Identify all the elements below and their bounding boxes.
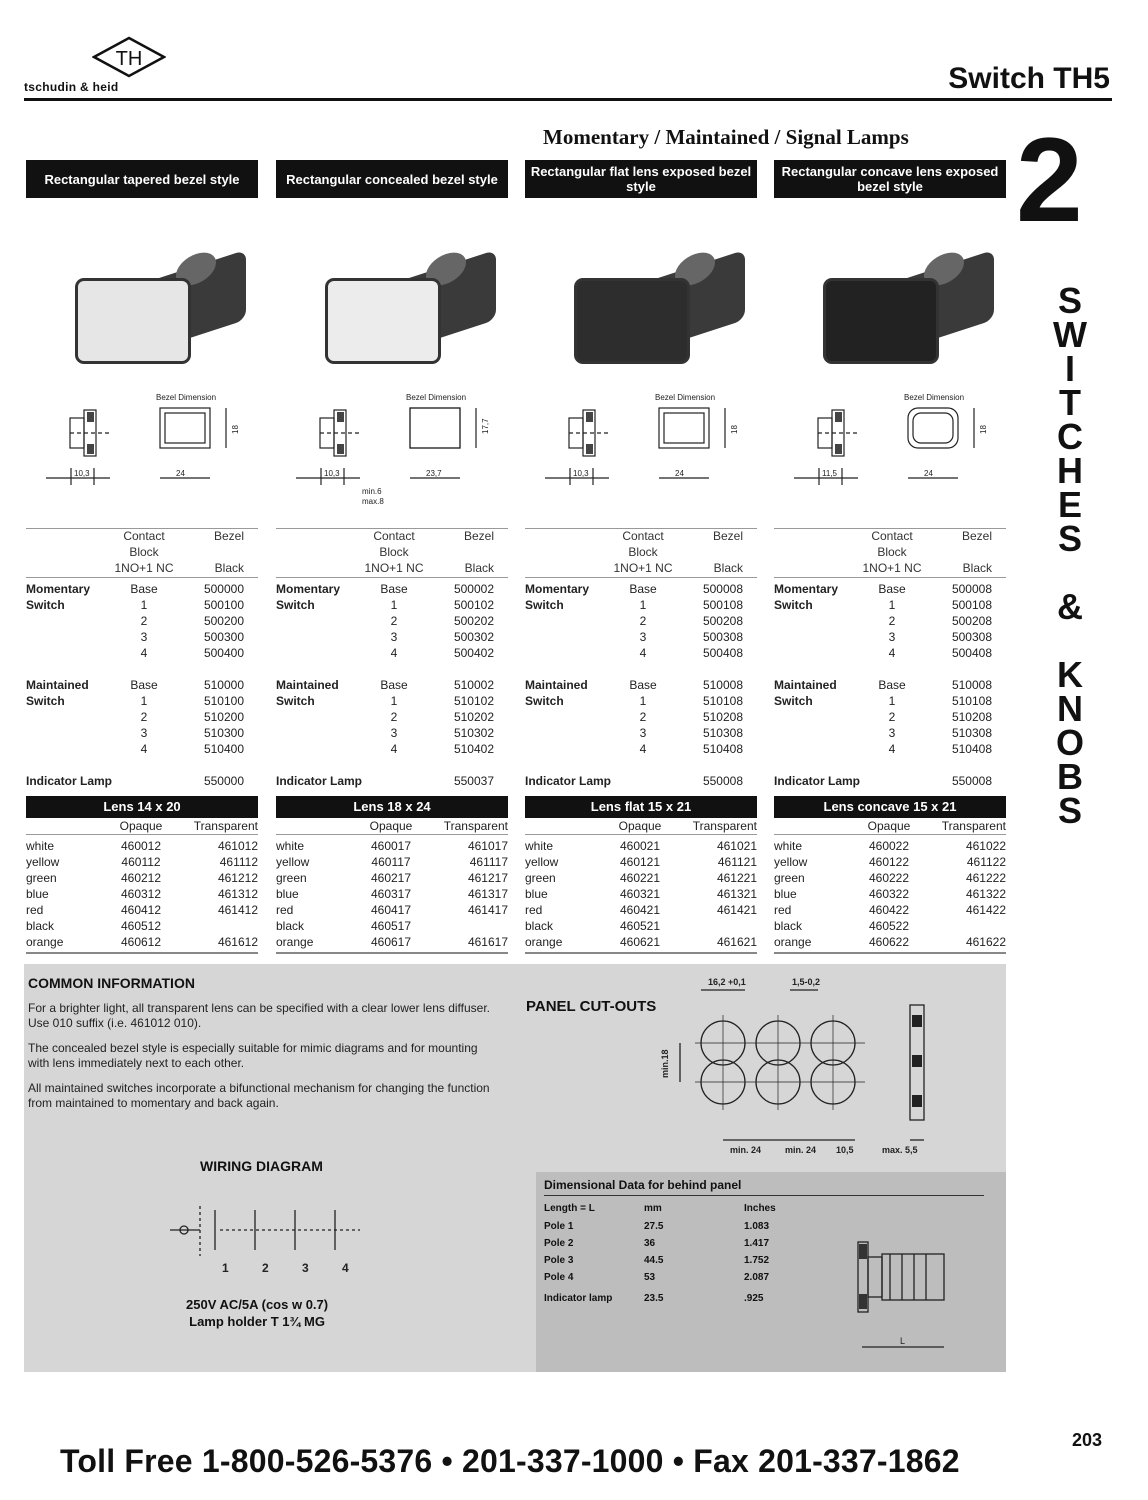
side-letter: S	[1057, 518, 1082, 559]
dim-depth: 10,3	[324, 469, 340, 478]
lens-row: red 460422 461422	[774, 903, 1006, 917]
maintained-row: 3 510300	[140, 726, 244, 740]
bezel-dimension-drawing	[26, 390, 258, 522]
lens-row: blue 460322 461322	[774, 887, 1006, 901]
side-letter: T	[1059, 382, 1081, 423]
momentary-row: 4 500408	[888, 646, 992, 660]
logo-mark: TH	[115, 48, 143, 70]
lens-row: green 460222 461222	[774, 871, 1006, 885]
logo-text: tschudin & heid	[24, 80, 119, 94]
lens-row: red 460421 461421	[525, 903, 757, 917]
section-subtitle: Momentary / Maintained / Signal Lamps	[543, 125, 909, 149]
maintained-row: 4 510400	[140, 742, 244, 756]
bezel-dimension-drawing	[276, 390, 508, 522]
lens-row: black 460521	[525, 919, 661, 933]
lens-row: yellow 460121 461121	[525, 855, 757, 869]
maintained-row: Maintained Base 510008	[774, 678, 992, 692]
momentary-row: Switch 1 500102	[276, 598, 494, 612]
lens-code-table: Opaque Transparent white 460021 461021 yellow 460121 461121 green 460221 461221 blue 460321 461321 red 460421 461421 black 460521 orange 460621 461621	[525, 819, 757, 949]
cutout-dim-d2: 1,5-0,2	[792, 977, 821, 987]
section-number: 2	[1016, 113, 1083, 247]
momentary-row: Switch 1 500108	[774, 598, 992, 612]
dim-depth: 10,3	[74, 469, 90, 478]
side-letter: B	[1057, 756, 1083, 797]
product-column	[774, 160, 1006, 954]
lens-row: blue 460317 461317	[276, 887, 508, 901]
lens-row: yellow 460122 461122	[774, 855, 1006, 869]
indicator-lamp-row: Indicator Lamp 550008	[525, 774, 743, 788]
momentary-row: 3 500308	[888, 630, 992, 644]
lens-row: blue 460312 461312	[26, 887, 258, 901]
maintained-row: Maintained Base 510008	[525, 678, 743, 692]
side-letter: K	[1057, 654, 1083, 695]
side-letter: W	[1053, 314, 1087, 355]
footer-contact: Toll Free 1-800-526-5376 • 201-337-1000 • Fax 201-337-1862	[60, 1443, 960, 1479]
lens-row: white 460017 461017	[276, 839, 508, 853]
lens-title-bar: Lens 18 x 24	[276, 796, 508, 818]
tschudin-heid-logo	[92, 36, 166, 78]
lens-row: blue 460321 461321	[525, 887, 757, 901]
lens-row: red 460412 461412	[26, 903, 258, 917]
dim-width: 23,7	[426, 469, 442, 478]
momentary-row: Momentary Base 500002	[276, 582, 494, 596]
lens-row: yellow 460117 461117	[276, 855, 508, 869]
lens-title-bar: Lens 14 x 20	[26, 796, 258, 818]
column-heading: Rectangular concealed bezel style	[276, 160, 508, 198]
momentary-row: Switch 1 500108	[525, 598, 743, 612]
maintained-row: Switch 1 510108	[774, 694, 992, 708]
maintained-row: 2 510208	[888, 710, 992, 724]
wiring-caption-line2: Lamp holder T 1¾ MG	[189, 1314, 325, 1329]
header-rule	[24, 98, 1112, 101]
wiring-number-2: 2	[262, 1261, 269, 1275]
column-heading: Rectangular flat lens exposed bezel style	[525, 160, 757, 198]
dimdata-rule	[544, 1195, 984, 1196]
momentary-row: 2 500202	[390, 614, 494, 628]
lens-code-table: Opaque Transparent white 460022 461022 yellow 460122 461122 green 460222 461222 blue 460322 461322 red 460422 461422 black 460522 orange 460622 461622	[774, 819, 1006, 949]
cutout-dim-d1: 16,2 +0,1	[708, 977, 746, 987]
indicator-lamp-row: Indicator Lamp 550008	[774, 774, 992, 788]
product-column	[26, 160, 258, 954]
lens-row: red 460417 461417	[276, 903, 508, 917]
momentary-row: Momentary Base 500008	[525, 582, 743, 596]
panel-cutouts-title: PANEL CUT-OUTS	[526, 998, 657, 1015]
bezel-dimension-caption: Bezel Dimension	[655, 393, 716, 402]
bezel-dimension-caption: Bezel Dimension	[156, 393, 217, 402]
side-section-label	[1050, 280, 1090, 831]
lens-row: green 460221 461221	[525, 871, 757, 885]
column-heading: Rectangular tapered bezel style	[26, 160, 258, 198]
side-letter: I	[1064, 348, 1075, 389]
lens-row: orange 460612 461612	[26, 935, 258, 949]
dimdata-l-label: L	[900, 1336, 906, 1346]
wiring-diagram-title: WIRING DIAGRAM	[200, 1158, 323, 1174]
lens-title-bar: Lens concave 15 x 21	[774, 796, 1006, 818]
dimensional-data-title: Dimensional Data for behind panel	[544, 1178, 742, 1192]
side-letter: &	[1057, 586, 1083, 627]
page-number: 203	[1072, 1430, 1103, 1450]
side-letter: N	[1057, 688, 1083, 729]
page-title: Switch TH5	[948, 62, 1110, 95]
side-letter: O	[1055, 722, 1084, 763]
bezel-dimension-caption: Bezel Dimension	[406, 393, 467, 402]
lens-row: white 460021 461021	[525, 839, 757, 853]
lens-row: green 460217 461217	[276, 871, 508, 885]
momentary-row: 3 500300	[140, 630, 244, 644]
lens-row: white 460012 461012	[26, 839, 258, 853]
momentary-row: Momentary Base 500000	[26, 582, 244, 596]
dim-height: 18	[730, 425, 739, 434]
dim-max: max.8	[362, 497, 384, 506]
panel-cutouts-diagram	[650, 970, 950, 1160]
momentary-row: 4 500400	[140, 646, 244, 660]
product-photo	[276, 226, 508, 376]
momentary-row: 2 500200	[140, 614, 244, 628]
bezel-dimension-drawing	[774, 390, 1006, 522]
cutout-dim-b4: max. 5,5	[882, 1145, 918, 1155]
lens-row: white 460022 461022	[774, 839, 1006, 853]
lens-row: green 460212 461212	[26, 871, 258, 885]
dim-width: 24	[924, 469, 933, 478]
lens-row: orange 460622 461622	[774, 935, 1006, 949]
indicator-lamp-row: Indicator Lamp 550037	[276, 774, 494, 788]
product-column	[525, 160, 757, 954]
dim-height: 17,7	[481, 418, 490, 434]
dim-height: 18	[231, 425, 240, 434]
lens-row: orange 460621 461621	[525, 935, 757, 949]
wiring-number-3: 3	[302, 1261, 309, 1275]
lens-row: black 460522	[774, 919, 910, 933]
common-info-p2: The concealed bezel style is especially suitable for mimic diagrams and for mounting with lens immediately next to each other.	[28, 1041, 478, 1070]
product-photo	[774, 226, 1006, 376]
lens-row: orange 460617 461617	[276, 935, 508, 949]
dim-depth: 11,5	[822, 469, 837, 478]
lens-row: yellow 460112 461112	[26, 855, 258, 869]
side-letter: S	[1057, 280, 1082, 321]
maintained-row: Switch 1 510102	[276, 694, 494, 708]
bezel-dimension-drawing	[525, 390, 757, 522]
maintained-row: 3 510308	[888, 726, 992, 740]
behind-panel-drawing	[850, 1222, 970, 1362]
side-letter: H	[1057, 450, 1083, 491]
dim-min: min.6	[362, 487, 382, 496]
lens-code-table: Opaque Transparent white 460017 461017 yellow 460117 461117 green 460217 461217 blue 460317 461317 red 460417 461417 black 460517 orange 460617 461617	[276, 819, 508, 949]
maintained-row: 2 510208	[639, 710, 743, 724]
momentary-row: 3 500308	[639, 630, 743, 644]
switch-code-table: Contact Bezel Block 1NO+1 NC Black Momentary Base 500008 Switch 1 500108 2 500208 3 500308 4 500408 Maintained Base 510008 Switch 1 510108 2 510208 3 510308 4 510408 Indicator Lamp 550008	[774, 529, 1006, 790]
momentary-row: 4 500402	[390, 646, 494, 660]
lens-code-table: Opaque Transparent white 460012 461012 yellow 460112 461112 green 460212 461212 blue 460312 461312 red 460412 461412 black 460512 orange 460612 461612	[26, 819, 258, 949]
side-letter: C	[1057, 416, 1083, 457]
momentary-row: 3 500302	[390, 630, 494, 644]
wiring-diagram	[160, 1196, 380, 1278]
switch-code-table: Contact Bezel Block 1NO+1 NC Black Momentary Base 500008 Switch 1 500108 2 500208 3 500308 4 500408 Maintained Base 510008 Switch 1 510108 2 510208 3 510308 4 510408 Indicator Lamp 550008	[525, 529, 757, 790]
momentary-row: Switch 1 500100	[26, 598, 244, 612]
dim-depth: 10,3	[573, 469, 589, 478]
side-letter	[1050, 556, 1090, 590]
cutout-dim-side: min.18	[660, 1049, 670, 1078]
side-letter: E	[1057, 484, 1082, 525]
wiring-number-4: 4	[342, 1261, 349, 1275]
common-info-p3: All maintained switches incorporate a bifunctional mechanism for changing the function from maintained to momentary and back again.	[28, 1081, 490, 1110]
product-photo	[26, 226, 258, 376]
cutout-dim-b2: min. 24	[785, 1145, 817, 1155]
cutout-dim-b1: min. 24	[730, 1145, 762, 1155]
dim-width: 24	[675, 469, 684, 478]
maintained-row: 2 510200	[140, 710, 244, 724]
maintained-row: 2 510202	[390, 710, 494, 724]
maintained-row: Switch 1 510100	[26, 694, 244, 708]
bezel-dimension-caption: Bezel Dimension	[904, 393, 965, 402]
side-letter: S	[1057, 790, 1082, 831]
lens-title-bar: Lens flat 15 x 21	[525, 796, 757, 818]
maintained-row: 4 510408	[888, 742, 992, 756]
momentary-row: 2 500208	[639, 614, 743, 628]
momentary-row: 4 500408	[639, 646, 743, 660]
dim-width: 24	[176, 469, 185, 478]
maintained-row: 4 510408	[639, 742, 743, 756]
momentary-row: 2 500208	[888, 614, 992, 628]
wiring-number-1: 1	[222, 1261, 229, 1275]
common-info-title: COMMON INFORMATION	[28, 975, 195, 991]
common-info-p1: For a brighter light, all transparent lens can be specified with a clear lower lens diffuser. Use 010 suffix (i.e. 461012 010).	[28, 1001, 491, 1030]
cutout-dim-b3: 10,5	[836, 1145, 854, 1155]
maintained-row: Maintained Base 510000	[26, 678, 244, 692]
switch-code-table: Contact Bezel Block 1NO+1 NC Black Momentary Base 500000 Switch 1 500100 2 500200 3 500300 4 500400 Maintained Base 510000 Switch 1 510100 2 510200 3 510300 4 510400 Indicator Lamp 550000	[26, 529, 258, 790]
side-letter	[1050, 624, 1090, 658]
column-heading: Rectangular concave lens exposed bezel style	[774, 160, 1006, 198]
product-column	[276, 160, 508, 954]
maintained-row: 4 510402	[390, 742, 494, 756]
indicator-lamp-row: Indicator Lamp 550000	[26, 774, 244, 788]
maintained-row: 3 510308	[639, 726, 743, 740]
lens-row: black 460517	[276, 919, 412, 933]
maintained-row: 3 510302	[390, 726, 494, 740]
switch-code-table: Contact Bezel Block 1NO+1 NC Black Momentary Base 500002 Switch 1 500102 2 500202 3 500302 4 500402 Maintained Base 510002 Switch 1 510102 2 510202 3 510302 4 510402 Indicator Lamp 550037	[276, 529, 508, 790]
momentary-row: Momentary Base 500008	[774, 582, 992, 596]
maintained-row: Maintained Base 510002	[276, 678, 494, 692]
lens-row: black 460512	[26, 919, 162, 933]
wiring-caption	[186, 1296, 328, 1330]
dim-height: 18	[979, 425, 988, 434]
product-photo	[525, 226, 757, 376]
wiring-caption-line1: 250V AC/5A (cos w 0.7)	[186, 1297, 329, 1312]
maintained-row: Switch 1 510108	[525, 694, 743, 708]
